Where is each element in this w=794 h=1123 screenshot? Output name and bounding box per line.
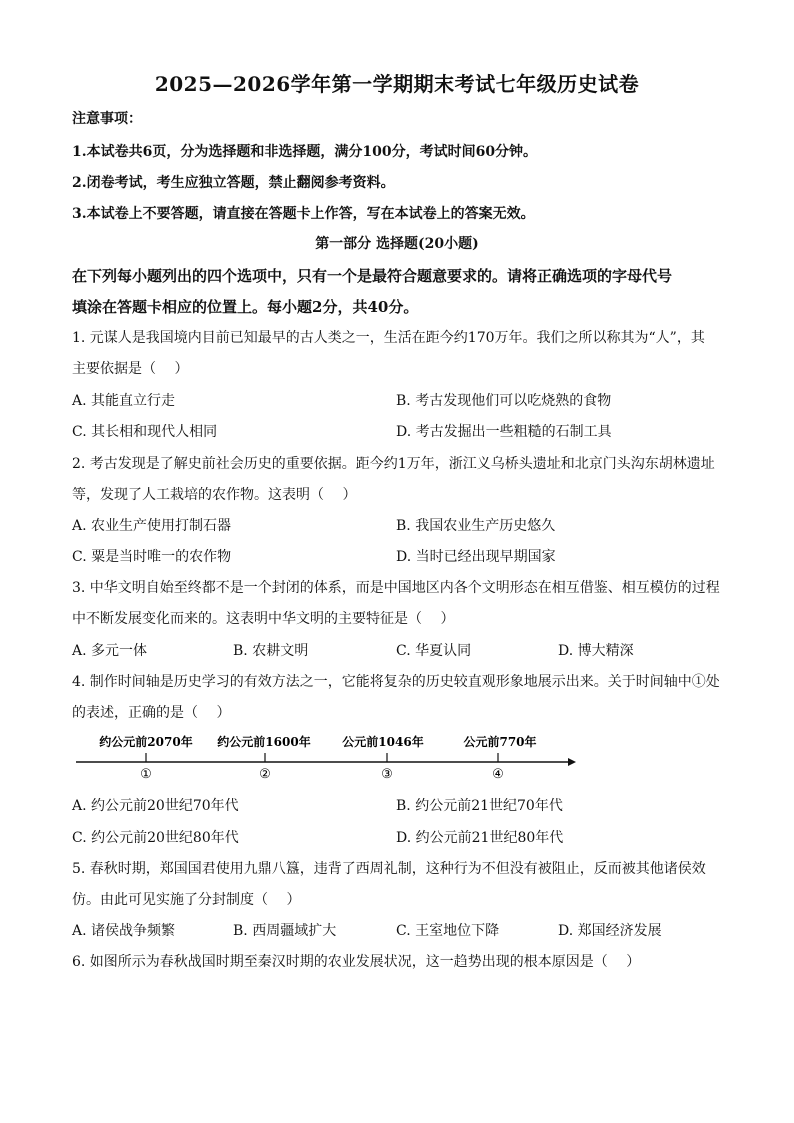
timeline-arrowhead	[568, 758, 576, 766]
option-b: B. 约公元前21世纪70年代	[396, 798, 563, 814]
option-b: B. 农耕文明	[233, 643, 309, 659]
timeline-label: 公元前1046年	[342, 735, 424, 749]
option-a: A. 农业生产使用打制石器	[72, 518, 232, 534]
option-a: A. 其能直立行走	[72, 393, 176, 409]
section-instructions: 填涂在答题卡相应的位置上。每小题2分，共40分。	[72, 298, 419, 316]
option-b: B. 西周疆域扩大	[233, 923, 337, 939]
option-a: A. 约公元前20世纪70年代	[72, 798, 239, 814]
question-stem: 6. 如图所示为春秋战国时期至秦汉时期的农业发展状况，这一趋势出现的根本原因是（ ）	[72, 954, 641, 970]
section-instructions: 在下列每小题列出的四个选项中，只有一个是最符合题意要求的。请将正确选项的字母代号	[72, 267, 673, 285]
option-c: C. 华夏认同	[396, 643, 472, 659]
question-stem: 的表述，正确的是（ ）	[72, 705, 231, 721]
notice-item: 3.本试卷上不要答题，请直接在答题卡上作答，写在本试卷上的答案无效。	[72, 206, 535, 222]
question-stem: 4. 制作时间轴是历史学习的有效方法之一，它能将复杂的历史较直观形象地展示出来。关于时间轴中①处	[72, 674, 720, 690]
question-stem: 5. 春秋时期，郑国国君使用九鼎八簋，违背了西周礼制，这种行为不但没有被阻止，反而被其他诸侯效	[72, 861, 706, 877]
timeline-label: 约公元前2070年	[99, 735, 193, 749]
timeline-label: 公元前770年	[463, 735, 537, 749]
option-b: B. 考古发现他们可以吃烧熟的食物	[396, 393, 612, 409]
notice-heading: 注意事项：	[72, 111, 142, 127]
option-d: D. 当时已经出现早期国家	[396, 549, 556, 565]
timeline-figure	[72, 730, 582, 785]
option-d: D. 郑国经济发展	[558, 923, 662, 939]
timeline-label: 约公元前1600年	[217, 735, 311, 749]
timeline-marker: ①	[140, 767, 152, 782]
timeline-marker: ④	[492, 767, 504, 782]
option-c: C. 王室地位下降	[396, 923, 500, 939]
question-stem: 等，发现了人工栽培的农作物。这表明（ ）	[72, 487, 357, 503]
timeline-marker: ②	[259, 767, 271, 782]
option-d: D. 考古发掘出一些粗糙的石制工具	[396, 424, 612, 440]
question-stem: 1. 元谋人是我国境内目前已知最早的古人类之一，生活在距今约170万年。我们之所以称其为“人”，其	[72, 330, 705, 346]
question-stem: 3. 中华文明自始至终都不是一个封闭的体系，而是中国地区内各个文明形态在相互借鉴、相互模仿的过程	[72, 580, 720, 596]
exam-title: 2025—2026学年第一学期期末考试七年级历史试卷	[154, 72, 640, 96]
timeline-marker: ③	[381, 767, 393, 782]
section-title: 第一部分 选择题(20小题)	[315, 236, 479, 252]
option-c: C. 其长相和现代人相同	[72, 424, 218, 440]
question-stem: 中不断发展变化而来的。这表明中华文明的主要特征是（ ）	[72, 611, 455, 627]
question-stem: 2. 考古发现是了解史前社会历史的重要依据。距今约1万年，浙江义乌桥头遗址和北京门头沟东胡林遗址	[72, 456, 715, 472]
option-d: D. 博大精深	[558, 643, 634, 659]
option-d: D. 约公元前21世纪80年代	[396, 830, 564, 846]
question-stem: 仿。由此可见实施了分封制度（ ）	[72, 892, 301, 908]
option-c: C. 粟是当时唯一的农作物	[72, 549, 232, 565]
notice-item: 1.本试卷共6页，分为选择题和非选择题，满分100分，考试时间60分钟。	[72, 144, 538, 160]
option-a: A. 诸侯战争频繁	[72, 923, 176, 939]
option-b: B. 我国农业生产历史悠久	[396, 518, 556, 534]
option-c: C. 约公元前20世纪80年代	[72, 830, 239, 846]
question-stem: 主要依据是（ ）	[72, 361, 189, 377]
notice-item: 2.闭卷考试，考生应独立答题，禁止翻阅参考资料。	[72, 175, 395, 191]
option-a: A. 多元一体	[72, 643, 148, 659]
